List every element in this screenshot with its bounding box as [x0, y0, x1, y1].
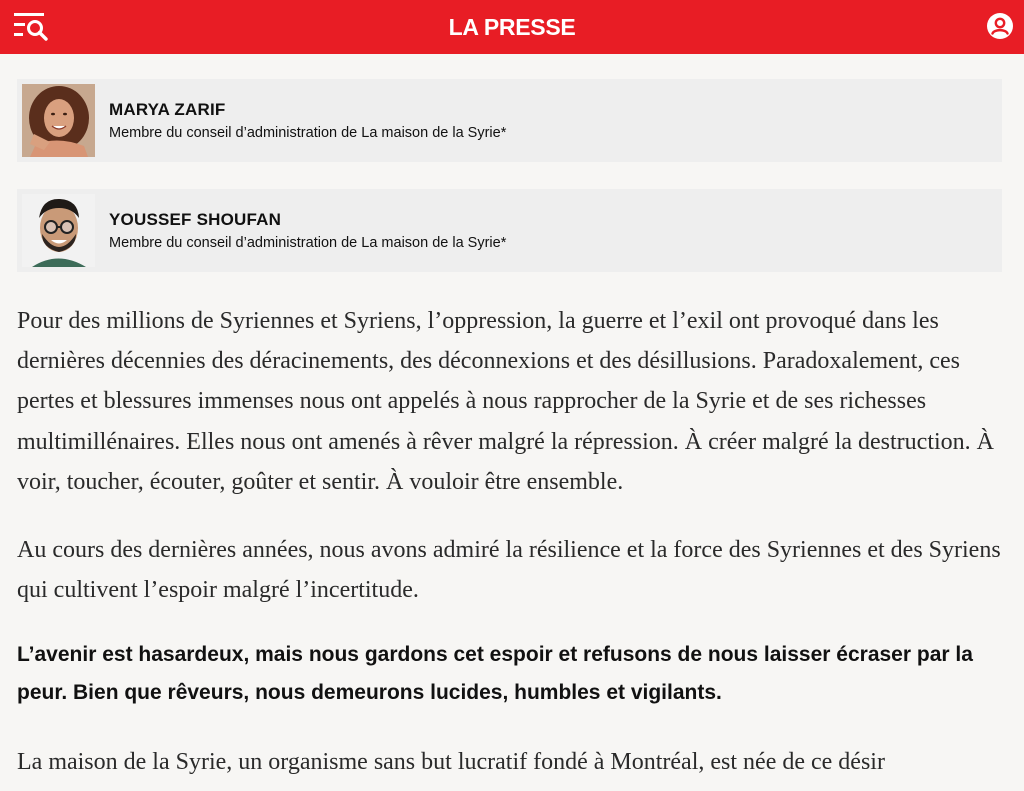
article-body — [17, 301, 1007, 783]
menu-search-icon[interactable] — [13, 11, 49, 41]
author-info — [109, 100, 506, 141]
author-card[interactable] — [17, 189, 1002, 272]
author-photo-man — [22, 194, 95, 267]
article-paragraph: Au cours des dernières années, nous avons admiré la résilience et la force des Syriennes et des Syriens qui cultivent l’espoir malgré l’incertitude. — [17, 537, 1001, 604]
author-card[interactable] — [17, 79, 1002, 162]
author-info — [109, 210, 506, 251]
article-paragraph: Pour des millions de Syriennes et Syriens, l’oppression, la guerre et l’exil ont provoqué dans les dernières décennies des déracinements, des déconnexions et des désillusions. Paradoxalement, ces pertes et blessures immenses nous ont appelés à nous rapprocher de la Syrie et de ses richesses multimillénaires. Elles nous ont amenés à rêver malgré la répression. À créer malgré la destruction. À voir, toucher, écouter, goûter et sentir. À vouloir être ensemble. — [17, 308, 994, 495]
author-role: Membre du conseil d’administration de La maison de la Syrie* — [109, 235, 507, 251]
article-content — [0, 54, 1024, 791]
account-icon[interactable] — [986, 12, 1014, 40]
article-highlight-paragraph: L’avenir est hasardeux, mais nous gardons cet espoir et refusons de nous laisser écraser par la peur. Bien que rêveurs, nous demeurons lucides, humbles et vigilants. — [17, 643, 973, 705]
top-navigation-bar — [0, 0, 1024, 54]
author-name[interactable]: YOUSSEF SHOUFAN — [109, 210, 282, 229]
author-name[interactable]: MARYA ZARIF — [109, 100, 226, 119]
site-logo[interactable]: LA PRESSE — [448, 13, 576, 40]
article-paragraph: La maison de la Syrie, un organisme sans but lucratif fondé à Montréal, est née de ce désir — [17, 749, 885, 776]
author-photo-woman — [22, 84, 95, 157]
author-role: Membre du conseil d’administration de La maison de la Syrie* — [109, 125, 507, 141]
